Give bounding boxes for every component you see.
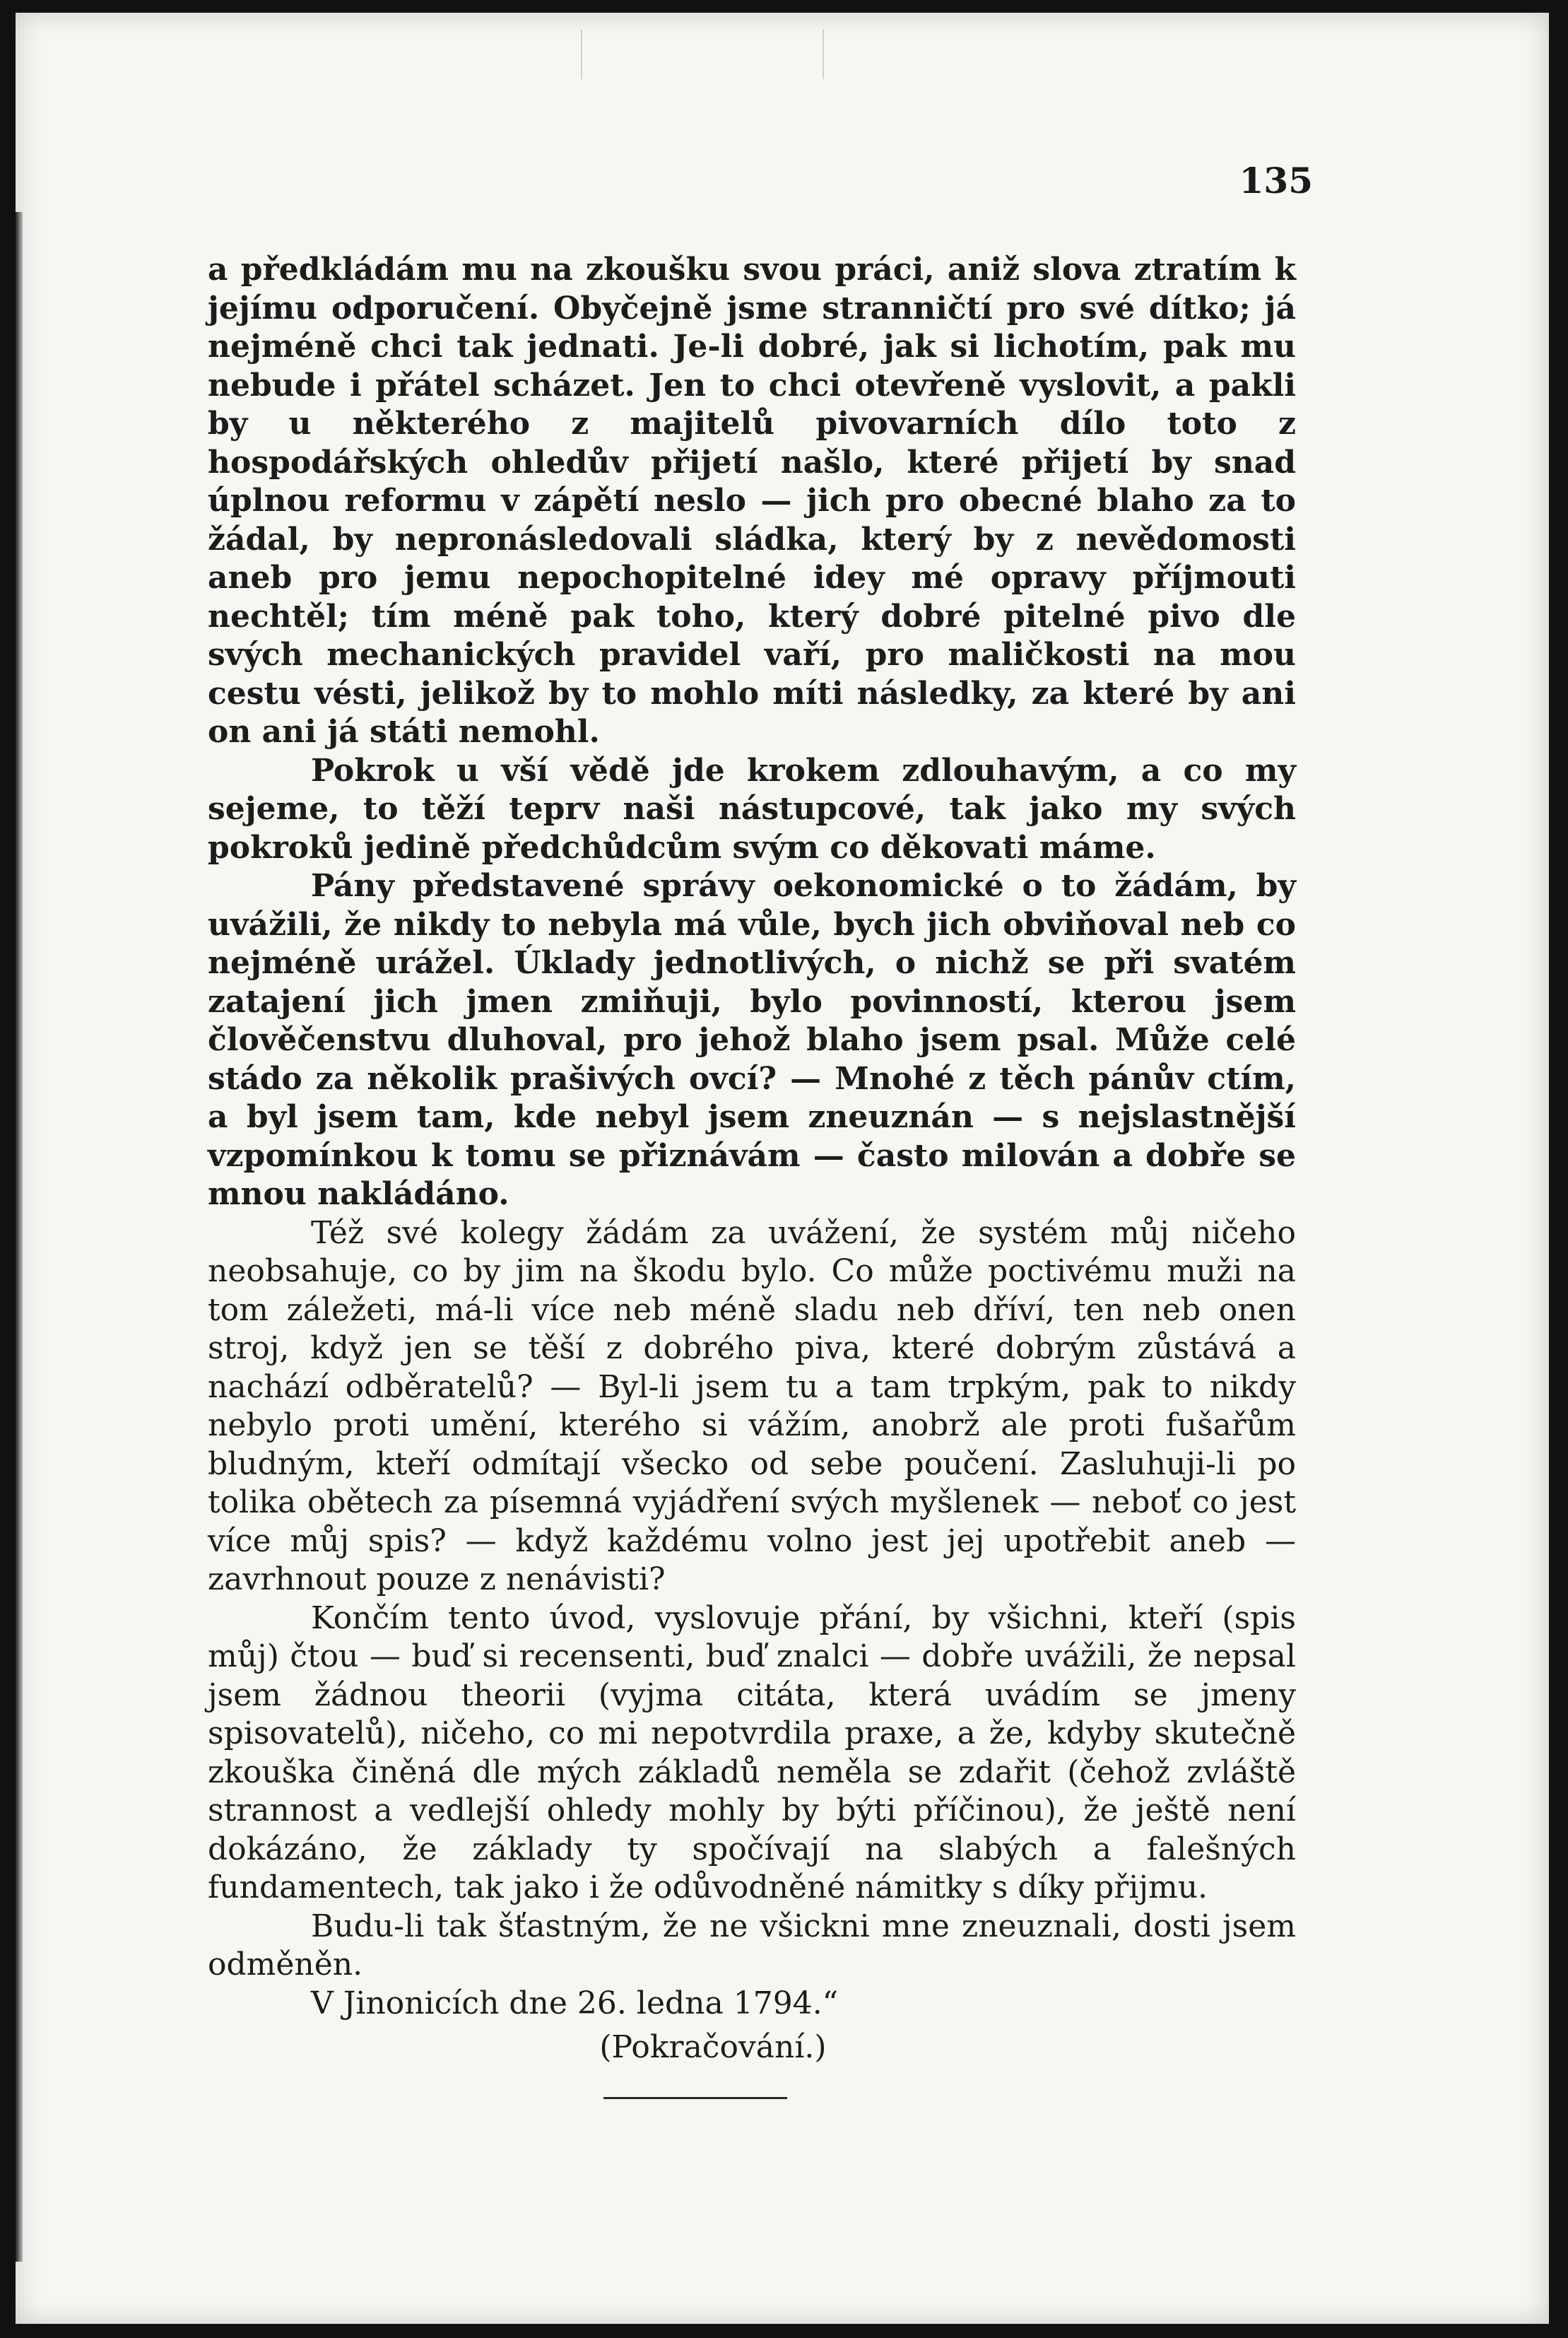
paragraph-1: a předkládám mu na zkoušku svou práci, aniž slova ztratím k jejímu odporučení. Obyčejně jsme stranničtí pro své dítko; já nejméně chci tak jednati. Je-li dobré, jak si lichotím, pak mu nebude i přátel scházet. Jen to chci otevřeně vyslovit, a pakli by u některého z majitelů pivovarních dílo toto z hospodářských ohledův přijetí našlo, které přijetí by snad úplnou reformu v zápětí neslo — jich pro obecné blaho za to žádal, by nepronásledovali sládka, který by z nevědomosti aneb pro jemu nepochopitelné idey mé opravy příjmouti nechtěl; tím méně pak toho, který dobré pitelné pivo dle svých mechanických pravidel vaří, pro maličkosti na mou cestu vésti, jelikož by to mohlo míti následky, za které by ani on ani já státi nemohl. xyxy=(208,252,1296,750)
page-left-edge xyxy=(16,212,23,2262)
paragraph-2: Pokrok u vší vědě jde krokem zdlouhavým, a co my sejeme, to těží teprv naši nástupcové, tak jako my svých pokroků jedině předchůdcům svým co děkovati máme. xyxy=(208,752,1296,866)
paragraph-6: Budu-li tak šťastným, že ne všickni mne zneuznali, dosti jsem odměněn. xyxy=(208,1908,1296,1982)
continued-note: (Pokračování.) xyxy=(599,2029,827,2065)
bleed-through-mark xyxy=(581,30,824,79)
paragraph-3: Pány představené správy oekonomické o to žádám, by uvážili, že nikdy to nebyla má vůle, bych jich obviňoval neb co nejméně urážel. Úklady jednotlivých, o nichž se při svatém zatajení jich jmen zmiňuji, bylo povinností, kterou jsem člověčenstvu dluhoval, pro jehož blaho jsem psal. Může celé stádo za několik prašivých ovcí? — Mnohé z těch pánův ctím, a byl jsem tam, kde nebyl jsem zneuznán — s nejslastnější vzpomínkou k tomu se přiznávám — často milován a dobře se mnou nakládáno. xyxy=(208,868,1296,1212)
closing-rule xyxy=(603,2097,787,2099)
dateline: V Jinonicích dne 26. ledna 1794.“ xyxy=(311,1985,839,2021)
paragraph-4: Též své kolegy žádám za uvážení, že systém můj ničeho neobsahuje, co by jim na škodu bylo. Co může poctivému muži na tom záležeti, má-li více neb méně sladu neb dříví, ten neb onen stroj, když jen se těší z dobrého piva, které dobrým zůstává a nachází odběratelů? — Byl-li jsem tu a tam trpkým, pak to nikdy nebylo proti umění, kterého si vážím, anobrž ale proti fušařům bludným, kteří odmítají všecko od sebe poučení. Zasluhuji-li po tolika obětech za písemná vyjádření svých myšlenek — neboť co jest více můj spis? — když každému volno jest jej upotřebit aneb — zavrhnout pouze z nenávisti? xyxy=(208,1214,1296,1597)
page-number: 135 xyxy=(1239,160,1313,201)
paragraph-5: Končím tento úvod, vyslovuje přání, by všichni, kteří (spis můj) čtou — buď si recensenti, buď znalci — dobře uvážili, že nepsal jsem žádnou theorii (vyjma citáta, která uvádím se jmeny spisovatelů), ničeho, co mi nepotvrdila praxe, a že, kdyby skutečně zkouška činěná dle mých základů neměla se zdařit (čehož zvláště strannost a vedlejší ohledy mohly by býti příčinou), že ještě není dokázáno, že základy ty spočívají na slabých a falešných fundamentech, tak jako i že odůvodněné námitky s díky přijmu. xyxy=(208,1599,1296,1905)
body-text xyxy=(208,251,1296,2099)
